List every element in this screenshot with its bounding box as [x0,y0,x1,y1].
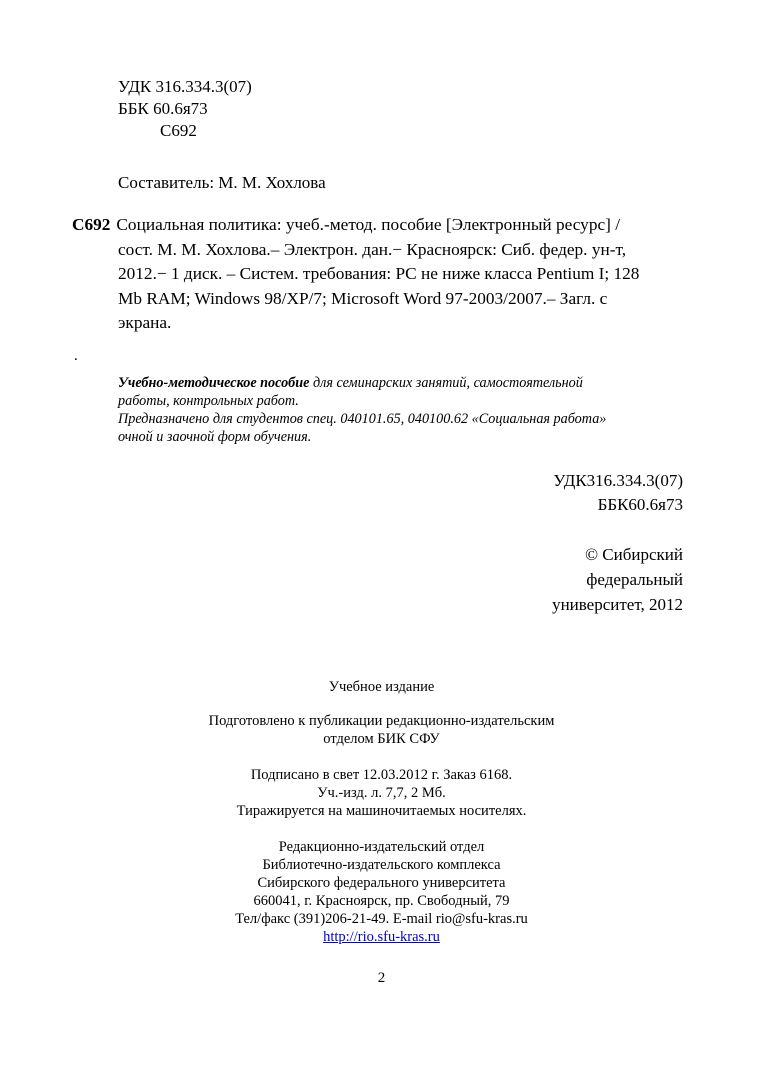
annotation-lead: Учебно-методическое пособие [118,375,310,391]
website-line [0,928,763,946]
website-link[interactable]: http://rio.sfu-kras.ru [323,929,440,945]
author-mark: С692 [160,121,197,140]
copyright-line-1: © Сибирский [585,545,683,564]
contacts-line: Тел/факс (391)206-21-49. E-mail rio@sfu-kras.ru [235,911,528,927]
compiler-line: Составитель: М. М. Хохлова [118,173,326,192]
bbk-code: ББК 60.6я73 [118,99,208,118]
right-udk: УДК316.334.3(07) [553,471,683,490]
biblio-code: С692 [72,215,111,234]
university-line: Сибирского федерального университета [257,875,506,891]
bibliographic-record [72,213,686,336]
copyright-line-3: университет, 2012 [552,595,683,614]
page-number: 2 [377,970,386,986]
address-line: 660041, г. Красноярск, пр. Свободный, 79 [253,893,510,909]
annotation-line-4: очной и заочной форм обучения. [118,429,312,445]
biblio-line-3: 2012.− 1 диск. – Систем. требования: PC не ниже класса Pentium I; 128 [118,264,640,283]
signed-line: Подписано в свет 12.03.2012 г. Заказ 6168. [250,767,513,783]
volume-line: Уч.-изд. л. 7,7, 2 Мб. [317,785,446,801]
udk-code: УДК 316.334.3(07) [118,77,252,96]
biblio-line-1-text: Социальная политика: учеб.-метод. пособие [Электронный ресурс] / [116,215,621,234]
dept-line: Редакционно-издательский отдел [278,839,485,855]
edition-type: Учебное издание [328,679,435,695]
biblio-line-5: экрана. [118,313,172,332]
prepared-line-1: Подготовлено к публикации редакционно-издательским [208,713,555,729]
annotation-text-1: для семинарских занятий, самостоятельной [309,375,583,391]
biblio-line-2: сост. М. М. Хохлова.– Электрон. дан.− Красноярск: Сиб. федер. ун-т, [118,239,627,259]
complex-line: Библиотечно-издательского комплекса [262,857,501,873]
biblio-line-4: Mb RAM; Windows 98/XP/7; Microsoft Word 97-2003/2007.– Загл. с [118,288,608,308]
stray-dot: . [74,348,78,364]
prepared-line-2: отделом БИК СФУ [323,731,440,747]
right-bbk: ББК60.6я73 [597,495,683,514]
annotation-line-2: работы, контрольных работ. [118,393,299,409]
biblio-line-1 [72,213,686,238]
annotation-paragraph-1 [118,374,684,392]
annotation-line-3: Предназначено для студентов спец. 040101.65, 040100.62 «Социальная работа» [118,411,607,427]
copyright-line-2: федеральный [586,570,683,589]
media-line: Тиражируется на машиночитаемых носителях. [236,803,527,819]
